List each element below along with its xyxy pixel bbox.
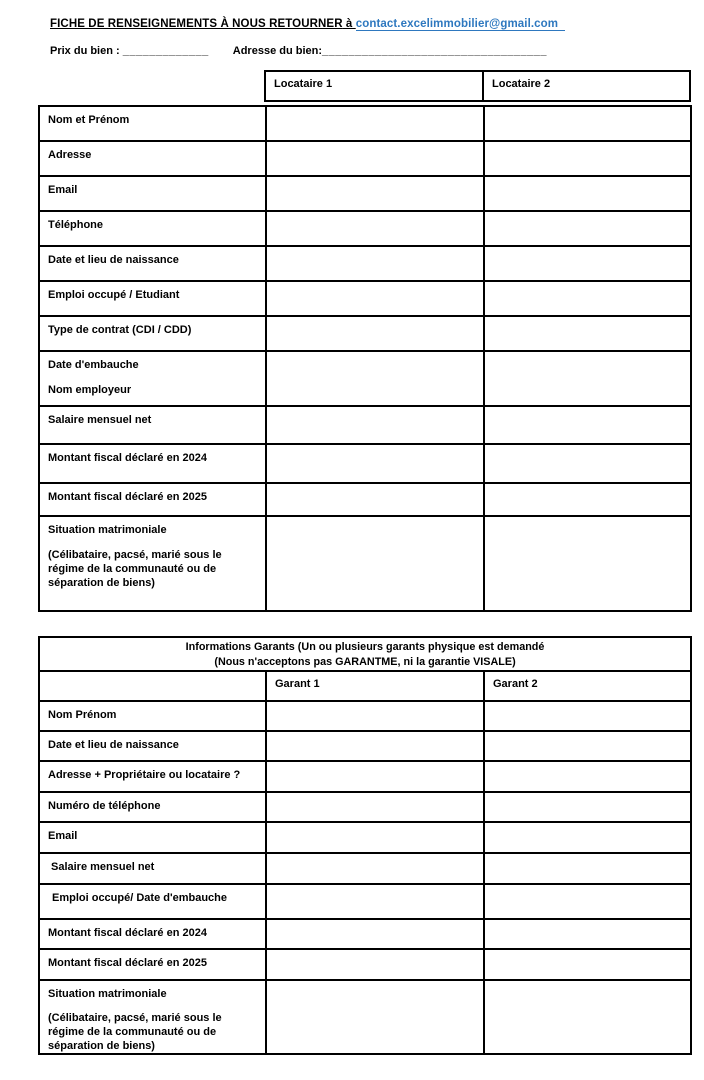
row-label: Numéro de téléphone [48, 800, 161, 812]
table-row [39, 980, 691, 1054]
row-label: Salaire mensuel net [51, 861, 155, 873]
locataire1-input-cell [266, 316, 484, 351]
locataire1-input-cell [266, 516, 484, 611]
row-label-cell [39, 106, 266, 141]
locataire2-input-cell [484, 176, 691, 211]
title-line [50, 18, 704, 30]
locataire2-input-cell [484, 141, 691, 176]
locataire1-input-cell [266, 176, 484, 211]
row-label: Nom Prénom [48, 709, 117, 721]
row-label: Situation matrimoniale [48, 524, 167, 536]
row-label-cell [39, 761, 266, 792]
guarantor-col-header-garant1: Garant 1 [266, 671, 484, 701]
row-label-cell [39, 919, 266, 949]
garant1-input-cell [266, 853, 484, 884]
row-label: Date et lieu de naissance [48, 739, 179, 751]
locataire1-input-cell [266, 211, 484, 246]
table-row [39, 822, 691, 853]
row-label: Nom et Prénom [48, 114, 130, 126]
locataire2-input-cell [484, 483, 691, 516]
table-row [39, 246, 691, 281]
locataire2-input-cell [484, 406, 691, 444]
tenant-col-header-locataire1: Locataire 1 [265, 71, 483, 101]
garant1-input-cell [266, 701, 484, 731]
garant1-input-cell [266, 919, 484, 949]
row-label: Montant fiscal déclaré en 2025 [48, 957, 207, 969]
guarantor-title-line2: (Nous n'acceptons pas GARANTME, ni la garantie VISALE) [214, 656, 516, 668]
guarantor-col-header-garant2: Garant 2 [484, 671, 691, 701]
garant2-input-cell [484, 980, 691, 1054]
page-title: FICHE DE RENSEIGNEMENTS À NOUS RETOURNER [50, 18, 343, 30]
table-row [39, 792, 691, 822]
address-blank-line: __________________________________ [322, 45, 548, 57]
row-label-cell [39, 444, 266, 483]
garant1-input-cell [266, 731, 484, 761]
table-row [39, 731, 691, 761]
table-row [39, 701, 691, 731]
garant2-input-cell [484, 701, 691, 731]
address-label: Adresse du bien: [232, 45, 323, 57]
row-label: Montant fiscal déclaré en 2024 [48, 927, 207, 939]
garant1-input-cell [266, 792, 484, 822]
table-row [39, 483, 691, 516]
garant1-input-cell [266, 949, 484, 980]
row-label: Date et lieu de naissance [48, 254, 179, 266]
locataire1-input-cell [266, 281, 484, 316]
guarantor-table [38, 636, 692, 1055]
row-label-cell [39, 351, 266, 406]
guarantor-table-section [38, 636, 692, 1055]
garant2-input-cell [484, 822, 691, 853]
row-label: Montant fiscal déclaré en 2025 [48, 491, 207, 503]
table-row [39, 406, 691, 444]
tenant-header-table [38, 70, 691, 102]
garant1-input-cell [266, 980, 484, 1054]
row-label-cell [39, 949, 266, 980]
row-label-cell [39, 176, 266, 211]
row-label: Adresse [48, 149, 92, 161]
garant2-input-cell [484, 731, 691, 761]
row-label: Emploi occupé / Etudiant [48, 289, 180, 301]
table-row [39, 176, 691, 211]
tenant-col-header-locataire2: Locataire 2 [483, 71, 690, 101]
locataire1-input-cell [266, 106, 484, 141]
price-label: Prix du bien : [50, 45, 123, 57]
table-row [39, 919, 691, 949]
table-row [39, 761, 691, 792]
row-label: Emploi occupé/ Date d'embauche [52, 892, 227, 904]
locataire1-input-cell [266, 406, 484, 444]
row-label-secondary: Nom employeur [48, 384, 132, 396]
garant1-input-cell [266, 884, 484, 919]
document-header [0, 0, 704, 57]
row-label-cell [39, 141, 266, 176]
table-row [39, 141, 691, 176]
garant2-input-cell [484, 853, 691, 884]
row-label: Téléphone [48, 219, 104, 231]
locataire2-input-cell [484, 106, 691, 141]
table-row [39, 351, 691, 406]
row-label-cell [39, 792, 266, 822]
locataire2-input-cell [484, 246, 691, 281]
row-label: Date d'embauche [48, 359, 139, 371]
table-row [39, 281, 691, 316]
row-label-cell [39, 406, 266, 444]
tenant-body-table [38, 105, 692, 612]
row-label: Type de contrat (CDI / CDD) [48, 324, 192, 336]
tenant-header-row [38, 71, 690, 101]
locataire1-input-cell [266, 141, 484, 176]
locataire1-input-cell [266, 351, 484, 406]
row-label-cell [39, 853, 266, 884]
row-label-cell [39, 822, 266, 853]
row-label: Adresse + Propriétaire ou locataire ? [48, 769, 241, 781]
garant2-input-cell [484, 949, 691, 980]
locataire2-input-cell [484, 316, 691, 351]
tenant-header-spacer-cell [38, 71, 265, 101]
row-label-cell [39, 980, 266, 1054]
guarantor-header-spacer-cell [39, 671, 266, 701]
title-connector: à [342, 18, 356, 30]
table-row [39, 884, 691, 919]
locataire2-input-cell [484, 281, 691, 316]
email-link[interactable]: contact.excelimmobilier@gmail.com [356, 18, 565, 31]
row-label-cell [39, 316, 266, 351]
garant1-input-cell [266, 822, 484, 853]
row-label: Situation matrimoniale [48, 988, 167, 1000]
tenant-table-section [38, 70, 692, 612]
locataire2-input-cell [484, 444, 691, 483]
row-label-secondary: (Célibataire, pacsé, marié sous le régime de la communauté ou de séparation de biens) [48, 549, 222, 589]
locataire1-input-cell [266, 483, 484, 516]
garant2-input-cell [484, 884, 691, 919]
price-blank-line: _____________ [122, 45, 209, 57]
table-row [39, 853, 691, 884]
locataire1-input-cell [266, 246, 484, 281]
row-label-cell [39, 516, 266, 611]
guarantor-header-row [39, 671, 691, 701]
garant2-input-cell [484, 919, 691, 949]
locataire2-input-cell [484, 211, 691, 246]
row-label: Email [48, 184, 78, 196]
table-row [39, 106, 691, 141]
garant2-input-cell [484, 761, 691, 792]
row-label: Montant fiscal déclaré en 2024 [48, 452, 207, 464]
row-label: Salaire mensuel net [48, 414, 152, 426]
garant2-input-cell [484, 792, 691, 822]
row-label-secondary: (Célibataire, pacsé, marié sous le régime de la communauté ou de séparation de biens) [48, 1012, 222, 1052]
row-label-cell [39, 701, 266, 731]
row-label-cell [39, 211, 266, 246]
table-row [39, 949, 691, 980]
row-label-cell [39, 246, 266, 281]
table-row [39, 444, 691, 483]
garant1-input-cell [266, 761, 484, 792]
guarantor-title-row [39, 637, 691, 671]
row-label-cell [39, 483, 266, 516]
locataire2-input-cell [484, 351, 691, 406]
row-label-cell [39, 731, 266, 761]
row-label-cell [39, 281, 266, 316]
locataire2-input-cell [484, 516, 691, 611]
row-label: Email [48, 830, 78, 842]
property-fields-line [50, 45, 704, 57]
table-row [39, 516, 691, 611]
table-row [39, 211, 691, 246]
row-label-cell [39, 884, 266, 919]
guarantor-title-line1: Informations Garants (Un ou plusieurs garants physique est demandé [185, 641, 545, 653]
locataire1-input-cell [266, 444, 484, 483]
table-row [39, 316, 691, 351]
guarantor-title-cell [39, 637, 691, 671]
